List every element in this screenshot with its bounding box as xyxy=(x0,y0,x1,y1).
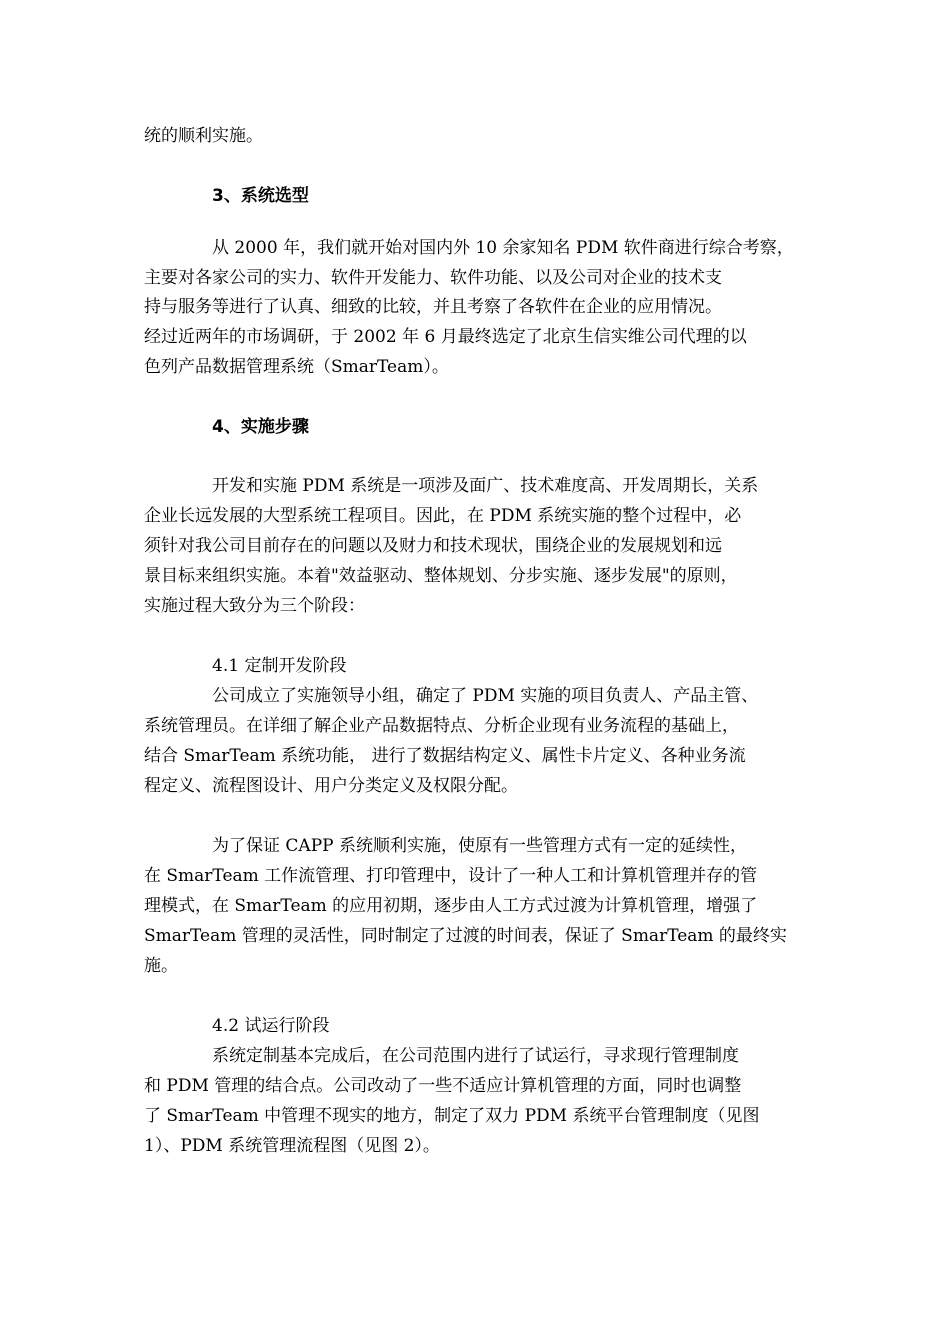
text-line: 理模式，在 SmarTeam 的应用初期，逐步由人工方式过渡为计算机管理，增强了 xyxy=(144,896,758,916)
section-heading: 4、实施步骤 xyxy=(212,417,309,437)
text-line: 色列产品数据管理系统（SmarTeam）。 xyxy=(144,357,449,377)
text-line: 经过近两年的市场调研，于 2002 年 6 月最终选定了北京生信实维公司代理的以 xyxy=(144,327,747,347)
text-line: 和 PDM 管理的结合点。公司改动了一些不适应计算机管理的方面，同时也调整 xyxy=(144,1076,742,1096)
text-line: 统的顺利实施。 xyxy=(144,126,263,146)
text-line: 主要对各家公司的实力、软件开发能力、软件功能、以及公司对企业的技术支 xyxy=(144,268,722,288)
text-line: 企业长远发展的大型系统工程项目。因此，在 PDM 系统实施的整个过程中，必 xyxy=(144,506,742,526)
text-line: 开发和实施 PDM 系统是一项涉及面广、技术难度高、开发周期长，关系 xyxy=(212,476,759,496)
text-line: 系统定制基本完成后，在公司范围内进行了试运行，寻求现行管理制度 xyxy=(212,1046,739,1066)
subsection-heading: 4.2 试运行阶段 xyxy=(212,1016,330,1036)
text-line: 了 SmarTeam 中管理不现实的地方，制定了双力 PDM 系统平台管理制度（见图 xyxy=(144,1106,760,1126)
text-line: 公司成立了实施领导小组，确定了 PDM 实施的项目负责人、产品主管、 xyxy=(212,686,759,706)
text-line: 实施过程大致分为三个阶段： xyxy=(144,596,365,616)
text-line: 为了保证 CAPP 系统顺利实施，使原有一些管理方式有一定的延续性， xyxy=(212,836,747,856)
text-line: 在 SmarTeam 工作流管理、打印管理中，设计了一种人工和计算机管理并存的管 xyxy=(144,866,758,886)
text-line: 施。 xyxy=(144,956,178,976)
text-line: 1）、PDM 系统管理流程图（见图 2）。 xyxy=(144,1136,440,1156)
text-line: SmarTeam 管理的灵活性，同时制定了过渡的时间表，保证了 SmarTeam 的最终实 xyxy=(144,926,787,946)
text-line: 从 2000 年，我们就开始对国内外 10 余家知名 PDM 软件商进行综合考察， xyxy=(212,238,794,258)
text-line: 结合 SmarTeam 系统功能， 进行了数据结构定义、属性卡片定义、各种业务流 xyxy=(144,746,746,766)
text-line: 景目标来组织实施。本着"效益驱动、整体规划、分步实施、逐步发展"的原则， xyxy=(144,566,738,586)
text-line: 持与服务等进行了认真、细致的比较，并且考察了各软件在企业的应用情况。 xyxy=(144,297,722,317)
text-line: 系统管理员。在详细了解企业产品数据特点、分析企业现有业务流程的基础上， xyxy=(144,716,739,736)
section-heading: 3、系统选型 xyxy=(212,186,309,206)
subsection-heading: 4.1 定制开发阶段 xyxy=(212,656,347,676)
text-line: 程定义、流程图设计、用户分类定义及权限分配。 xyxy=(144,776,518,796)
text-line: 须针对我公司目前存在的问题以及财力和技术现状，围绕企业的发展规划和远 xyxy=(144,536,722,556)
